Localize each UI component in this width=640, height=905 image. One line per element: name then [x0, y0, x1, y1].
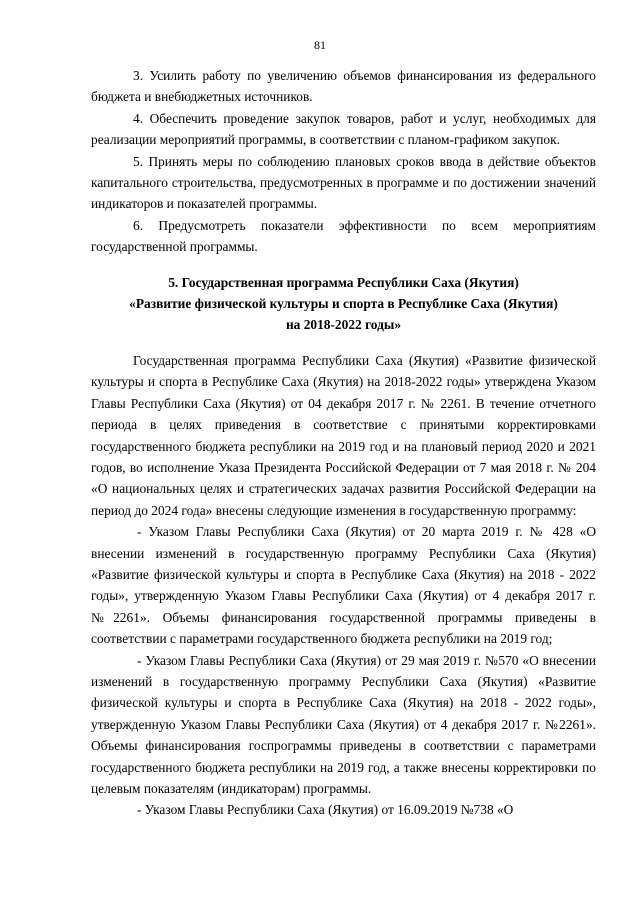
page-number: 81: [314, 38, 326, 52]
amendment-paragraph: - Указом Главы Республики Саха (Якутия) от 20 марта 2019 г. № 428 «О внесении изменений в государственную программу Республики Саха (Якутия) «Развитие физической культуры и спорта в Республике Саха (Якутия) на 2018 - 2022 годы», утвержденную Указом Главы Республики Саха (Якутия) от 4 декабря 2017 г. №2261». Объемы финансирования государственной программы приведены в соответствии с параметрами государственного бюджета республики на 2019 год;: [91, 524, 596, 647]
section-heading: [91, 272, 596, 336]
list-item: 4. Обеспечить проведение закупок товаров, работ и услуг, необходимых для реализации мероприятий программы, в соответствии с планом-графиком закупок.: [91, 110, 596, 148]
intro-paragraph: Государственная программа Республики Саха (Якутия) «Развитие физической культуры и спорта в Республике Саха (Якутия) на 2018-2022 годы» утверждена Указом Главы Республики Саха (Якутия) от 04 декабря 2017 г. № 2261. В течение отчетного периода в целях приведения в соответствие с принятыми корректировками государственного бюджета республики на 2019 год и на плановый период 2020 и 2021 годов, во исполнение Указа Президента Российской Федерации от 7 мая 2018 г. № 204 «О национальных целях и стратегических задачах развития Российской Федерации на период до 2024 года» внесены следующие изменения в государственную программу:: [91, 352, 596, 518]
section-heading-line: «Развитие физической культуры и спорта в Республике Саха (Якутия): [129, 296, 558, 312]
section-heading-line: 5. Государственная программа Республики Саха (Якутия): [168, 274, 519, 290]
list-item: 5. Принять меры по соблюдению плановых сроков ввода в действие объектов капитального строительства, предусмотренных в программе и по достижении значений индикаторов и показателей программы.: [91, 153, 596, 212]
list-item: 6. Предусмотреть показатели эффективности по всем мероприятиям государственной программы.: [91, 217, 596, 255]
list-item: 3. Усилить работу по увеличению объемов финансирования из федерального бюджета и внебюджетных источников.: [91, 68, 596, 105]
amendment-paragraph: - Указом Главы Республики Саха (Якутия) от 29 мая 2019 г. №570 «О внесении изменений в государственную программу Республики Саха (Якутия) «Развитие физической культуры и спорта в Республике Саха (Якутия) на 2018 - 2022 годы», утвержденную Указом Главы Республики Саха (Якутия) от 4 декабря 2017 г. №2261». Объемы финансирования госпрограммы приведены в соответствии с параметрами государственного бюджета республики на 2019 год, а также внесены корректировки по целевым показателям (индикаторам) программы.: [91, 652, 596, 796]
amendment-paragraph: - Указом Главы Республики Саха (Якутия) от 16.09.2019 №738 «О: [137, 802, 514, 818]
document-body: [91, 65, 596, 821]
section-heading-line: на 2018-2022 годы»: [285, 317, 402, 333]
